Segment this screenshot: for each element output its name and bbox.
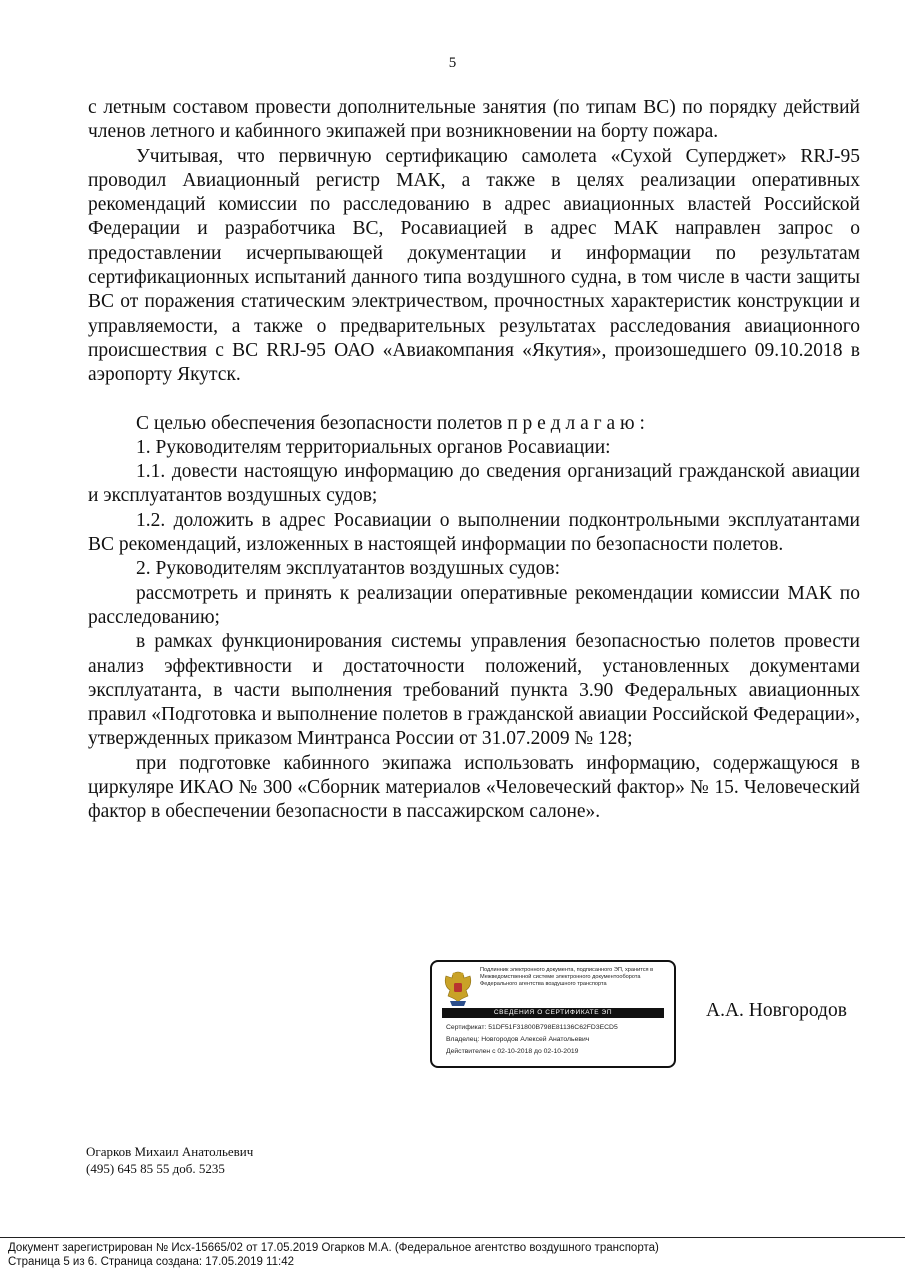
certificate-serial: Сертификат: 51DF51F31800B798E81136C62FD3ECD5	[446, 1024, 618, 1031]
registration-footer	[8, 1241, 659, 1269]
footer-divider	[0, 1237, 905, 1238]
coat-of-arms-icon	[440, 968, 476, 1008]
stamp-intro-text: Подлинник электронного документа, подписанного ЭП, хранится в Межведомственной системе электронного документооборота Федерального агентства воздушного транспорта	[480, 967, 654, 987]
paragraph-item-1: 1. Руководителям территориальных органов Росавиации:	[136, 436, 611, 458]
paragraph-fire-training: с летным составом провести дополнительные занятия (по типам ВС) по порядку действий членов летного и кабинного экипажей при возникновении на борту пожара.	[88, 97, 860, 143]
e-signature-stamp	[430, 960, 676, 1068]
paragraph-proposal-intro: С целью обеспечения безопасности полетов п р е д л а г а ю :	[136, 412, 645, 434]
certificate-owner: Владелец: Новгородов Алексей Анатольевич	[446, 1036, 590, 1043]
paragraph-item-1-2: 1.2. доложить в адрес Росавиации о выполнении подконтрольными эксплуатантами ВС рекомендаций, изложенных в настоящей информации по безопасности полетов.	[88, 509, 860, 556]
page-info-line: Страница 5 из 6. Страница создана: 17.05.2019 11:42	[8, 1256, 294, 1268]
paragraph-item-1-1: 1.1. довести настоящую информацию до сведения организаций гражданской авиации и эксплуатантов воздушных судов;	[88, 461, 860, 507]
executor-info	[86, 1143, 253, 1177]
paragraph-safety-analysis: в рамках функционирования системы управления безопасностью полетов провести анализ эффективности и достаточности положений, установленных документами эксплуатанта, в части выполнения требований пункта 3.90 Федеральных авиационных правил «Подготовка и выполнение полетов в гражданской авиации Российской Федерации», утвержденных приказом Минтранса России от 31.07.2009 № 128;	[88, 631, 860, 750]
signer-name: А.А. Новгородов	[706, 1000, 847, 1021]
executor-phone: (495) 645 85 55 доб. 5235	[86, 1161, 225, 1176]
registration-line: Документ зарегистрирован № Исх-15665/02 от 17.05.2019 Огарков М.А. (Федеральное агентство воздушного транспорта)	[8, 1242, 659, 1254]
paragraph-cabin-crew: при подготовке кабинного экипажа использовать информацию, содержащуюся в циркуляре ИКАО № 300 «Сборник материалов «Человеческий фактор» № 15. Человеческий фактор в обеспечении безопасности в пассажирском салоне».	[88, 752, 860, 823]
document-body	[88, 96, 860, 825]
certificate-validity: Действителен с 02-10-2018 до 02-10-2019	[446, 1048, 579, 1055]
page-number: 5	[448, 55, 457, 71]
executor-name: Огарков Михаил Анатольевич	[86, 1144, 254, 1159]
paragraph-certification-request: Учитывая, что первичную сертификацию самолета «Сухой Суперджет» RRJ-95 проводил Авиационный регистр МАК, а также в целях реализации оперативных рекомендаций комиссии по расследованию в адрес авиационных властей Российской Федерации и разработчика ВС, Росавиацией в адрес МАК направлен запрос о предоставлении исчерпывающей документации и информации по результатам сертификационных испытаний данного типа воздушного судна, в том числе в части защиты ВС от поражения статическим электричеством, прочностных характеристик конструкции и управляемости, а также о предварительных результатах расследования авиационного происшествия с ВС RRJ-95 ОАО «Авиакомпания «Якутия», произошедшего 09.10.2018 в аэропорту Якутск.	[88, 145, 860, 386]
paragraph-recommendations: рассмотреть и принять к реализации оперативные рекомендации комиссии МАК по расследованию;	[88, 582, 860, 628]
stamp-header: СВЕДЕНИЯ О СЕРТИФИКАТЕ ЭП	[442, 1008, 664, 1018]
paragraph-item-2: 2. Руководителям эксплуатантов воздушных судов:	[136, 558, 561, 580]
